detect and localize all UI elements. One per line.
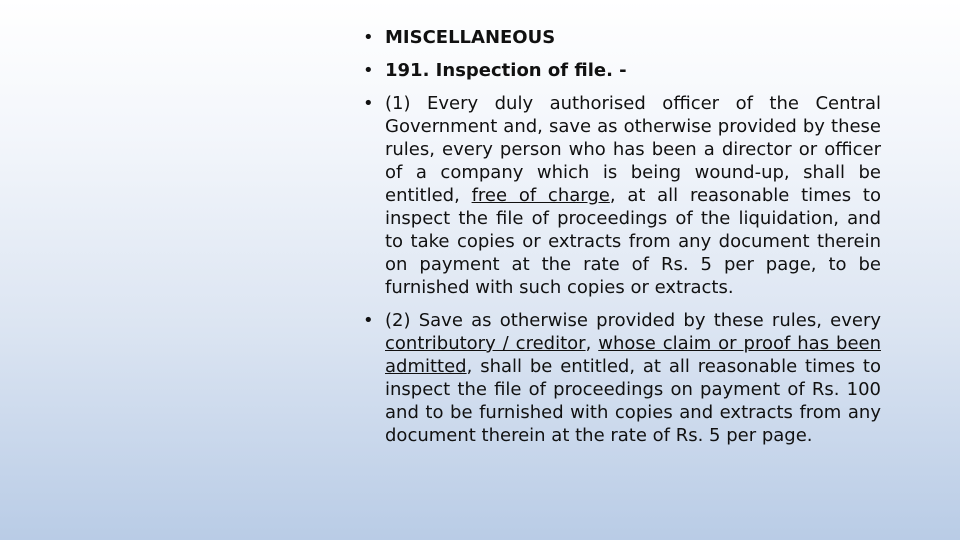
bullet-list (363, 26, 881, 457)
rule-2-text-part2: , (585, 333, 599, 354)
rule-1-text-part2: , at all reasonable times to inspect the file of proceedings of the liquidation, and to take copies or extracts from any document therein on payment at the rate of Rs. 5 per page, to be furnished with such copies or extracts. (385, 185, 881, 298)
heading-text: MISCELLANEOUS (385, 27, 556, 48)
bullet-heading-miscellaneous (363, 26, 881, 49)
rule-2-underlined-text-1: contributory / creditor (385, 333, 586, 354)
rule-2-underlined-text-2: whose claim or proof has been admitted (385, 333, 881, 377)
bullet-rule-2 (363, 309, 881, 447)
rule-1-underlined-text: free of charge (471, 185, 610, 206)
rule-2-text-part1: (2) Save as otherwise provided by these rules, every (385, 310, 881, 331)
section-title-text: 191. Inspection of file. - (385, 60, 627, 81)
rule-2-text-part3: , shall be entitled, at all reasonable times to inspect the file of proceedings on payment of Rs. 100 and to be furnished with copies and extracts from any document therein at the rate of Rs. 5 per page. (385, 356, 881, 446)
bullet-rule-1 (363, 92, 881, 299)
rule-1-text-part1: (1) Every duly authorised officer of the Central Government and, save as otherwise provided by these rules, every person who has been a director or officer of a company which is being wound-up, shall be entitled, (385, 93, 881, 206)
bullet-section-191-title (363, 59, 881, 82)
